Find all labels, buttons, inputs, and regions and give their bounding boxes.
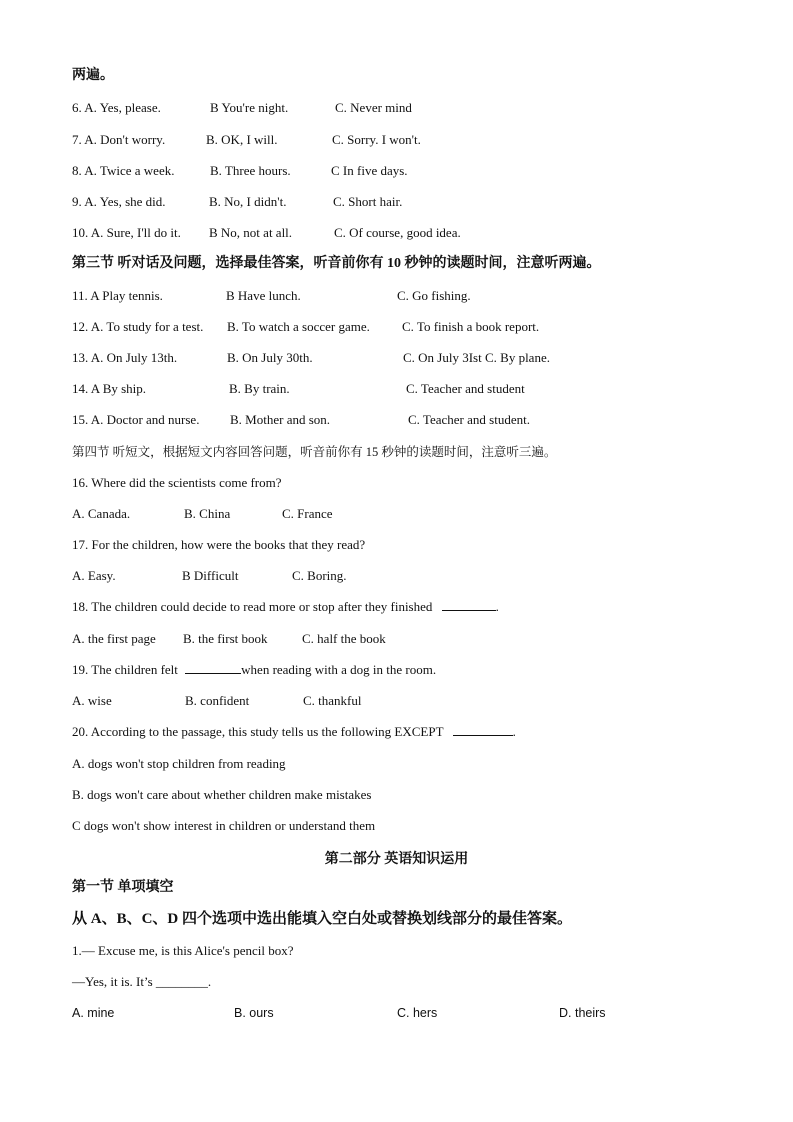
option-b: B. Mother and son. xyxy=(230,412,331,427)
question-end: . xyxy=(495,599,499,614)
option-c: C. Never mind xyxy=(335,100,412,115)
option-a: A. Easy. xyxy=(72,568,116,583)
option-c: C In five days. xyxy=(331,163,408,178)
question-18-text xyxy=(72,598,499,616)
option-c: C. Go fishing. xyxy=(397,288,471,303)
question-end: . xyxy=(512,724,516,739)
question-20-option-c: C dogs won't show interest in children or understand them xyxy=(72,818,376,833)
option-b: B You're night. xyxy=(210,100,289,115)
option-c: C. Short hair. xyxy=(333,194,403,209)
option-a: 9. A. Yes, she did. xyxy=(72,194,166,209)
option-b: B. Three hours. xyxy=(210,163,291,178)
mc-question-1-line2: —Yes, it is. It’s ________. xyxy=(72,974,212,989)
option-a: A. the first page xyxy=(72,631,156,646)
option-b: B. OK, I will. xyxy=(206,132,278,147)
option-a: 6. A. Yes, please. xyxy=(72,100,161,115)
option-c: C. To finish a book report. xyxy=(402,319,540,334)
option-a: 15. A. Doctor and nurse. xyxy=(72,412,200,427)
option-b: B No, not at all. xyxy=(209,225,293,240)
option-a: 12. A. To study for a test. xyxy=(72,319,204,334)
option-c: C. thankful xyxy=(303,693,362,708)
option-b: B. To watch a soccer game. xyxy=(227,319,370,334)
option-c: C. Boring. xyxy=(292,568,347,583)
question-text: 20. According to the passage, this study tells us the following EXCEPT xyxy=(72,724,444,739)
instruction: 从 A、B、C、D 四个选项中选出能填入空白处或替换划线部分的最佳答案。 xyxy=(72,911,573,927)
option-a: A. wise xyxy=(72,693,112,708)
option-c: C. Sorry. I won't. xyxy=(332,132,421,147)
question-text: 18. The children could decide to read more or stop after they finished xyxy=(72,599,433,614)
option-a: A. Canada. xyxy=(72,506,131,521)
option-a: 14. A By ship. xyxy=(72,381,147,396)
option-b: B. By train. xyxy=(229,381,290,396)
mc-question-1-line1: 1.— Excuse me, is this Alice's pencil box? xyxy=(72,943,294,958)
answer-blank xyxy=(453,723,513,736)
option-a: 8. A. Twice a week. xyxy=(72,163,175,178)
question-20-text xyxy=(72,723,516,741)
section-3-title: 第三节 听对话及问题，选择最佳答案，听音前你有 10 秒钟的读题时间，注意听两遍。 xyxy=(72,256,601,271)
option-c: C. On July 3Ist C. By plane. xyxy=(403,350,550,365)
option-c: C. Teacher and student xyxy=(406,381,525,396)
option-d: D. theirs xyxy=(559,1006,606,1020)
question-text-before: 19. The children felt xyxy=(72,662,178,677)
option-a: 13. A. On July 13th. xyxy=(72,350,178,365)
section-1-title: 第一节 单项填空 xyxy=(72,880,174,895)
option-b: B. No, I didn't. xyxy=(209,194,287,209)
option-c: C. France xyxy=(282,506,333,521)
option-b: B. the first book xyxy=(183,631,268,646)
option-c: C. Teacher and student. xyxy=(408,412,530,427)
option-a: 11. A Play tennis. xyxy=(72,288,163,303)
question-19-text xyxy=(72,661,436,679)
option-b: B. China xyxy=(184,506,231,521)
part-2-title: 第二部分 英语知识运用 xyxy=(324,852,469,867)
question-20-option-b: B. dogs won't care about whether children make mistakes xyxy=(72,787,372,802)
section-intro-tail: 两遍。 xyxy=(72,68,114,83)
answer-blank xyxy=(442,598,496,611)
option-a: 7. A. Don't worry. xyxy=(72,132,166,147)
question-20-option-a: A. dogs won't stop children from reading xyxy=(72,756,286,771)
question-text-after: when reading with a dog in the room. xyxy=(241,662,437,677)
answer-blank xyxy=(185,661,241,674)
option-c: C. Of course, good idea. xyxy=(334,225,461,240)
option-b: B. On July 30th. xyxy=(227,350,313,365)
option-b: B. confident xyxy=(185,693,250,708)
option-c: C. hers xyxy=(397,1006,438,1020)
option-a: A. mine xyxy=(72,1006,115,1020)
option-c: C. half the book xyxy=(302,631,386,646)
section-4-title: 第四节 听短文，根据短文内容回答问题，听音前你有 15 秒钟的读题时间，注意听三遍。 xyxy=(72,445,557,459)
question-16-text: 16. Where did the scientists come from? xyxy=(72,475,282,490)
option-b: B Difficult xyxy=(182,568,239,583)
option-b: B. ours xyxy=(234,1006,274,1020)
option-b: B Have lunch. xyxy=(226,288,301,303)
question-17-text: 17. For the children, how were the books that they read? xyxy=(72,537,366,552)
option-a: 10. A. Sure, I'll do it. xyxy=(72,225,181,240)
